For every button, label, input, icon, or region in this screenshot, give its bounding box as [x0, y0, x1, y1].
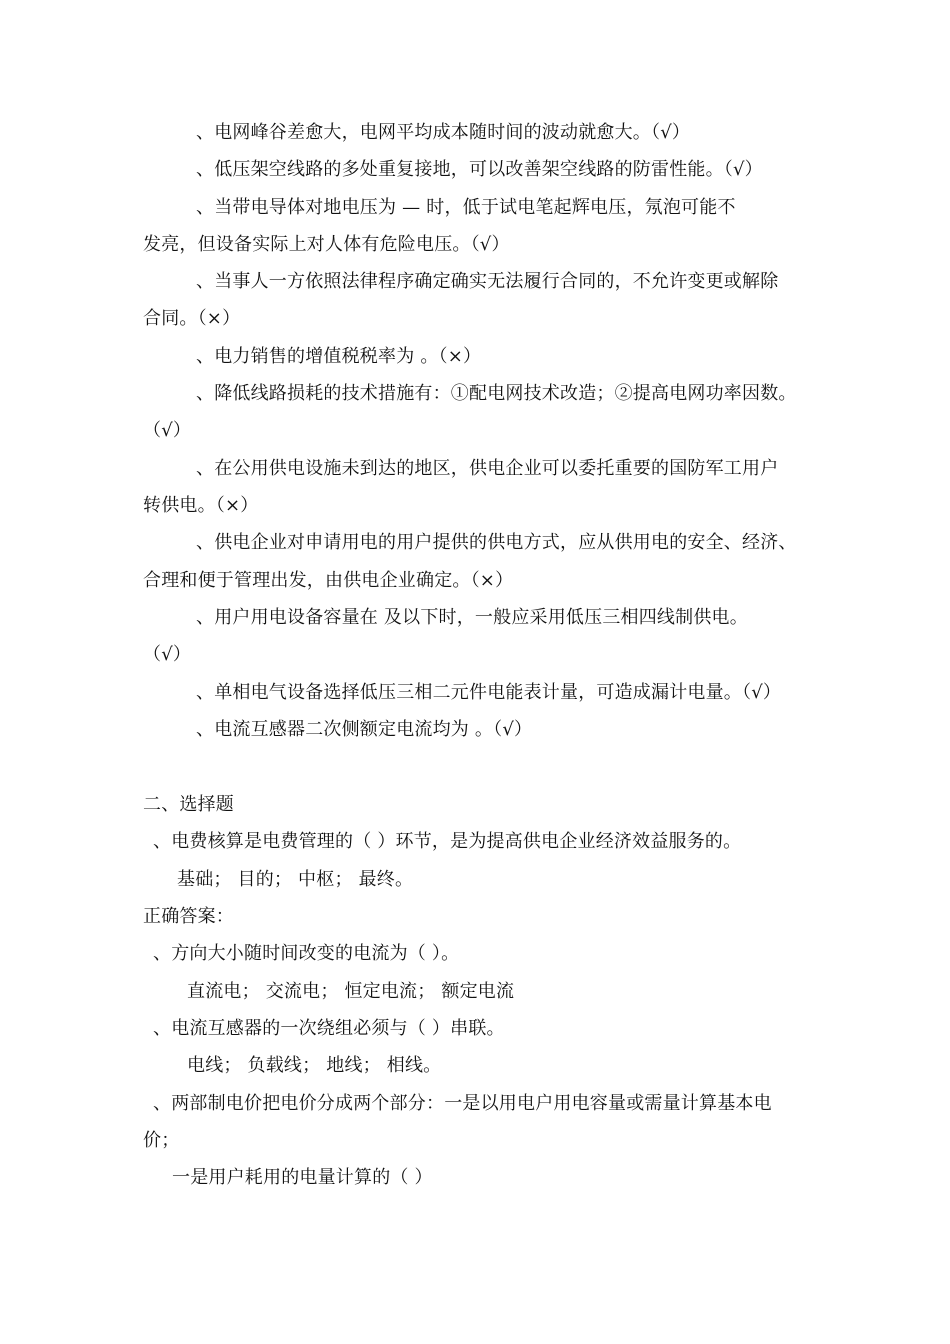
judgment-line-1: 、电网峰谷差愈大，电网平均成本随时间的波动就愈大。（√）	[196, 122, 691, 143]
judgment-line-5: 、当事人一方依照法律程序确定确实无法履行合同的，不允许变更或解除	[196, 271, 779, 292]
choice-line-9: 价；	[143, 1130, 180, 1151]
judgment-line-3: 、当带电导体对地电压为 — 时，低于试电笔起辉电压，氖泡可能不	[196, 197, 736, 218]
judgment-line-13: 合理和便于管理出发，由供电企业确定。（×）	[143, 570, 514, 591]
judgment-line-6: 合同。（×）	[143, 308, 241, 329]
judgment-line-2: 、低压架空线路的多处重复接地，可以改善架空线路的防雷性能。（√）	[196, 159, 763, 180]
judgment-line-12: 、供电企业对申请用电的用户提供的供电方式，应从供用电的安全、经济、	[196, 532, 797, 553]
judgment-line-11: 转供电。（×）	[143, 495, 259, 516]
choice-line-2: 基础； 目的； 中枢； 最终。	[177, 869, 414, 890]
choice-line-5: 直流电； 交流电； 恒定电流； 额定电流	[187, 981, 515, 1002]
choice-line-7: 电线； 负载线； 地线； 相线。	[187, 1055, 442, 1076]
judgment-line-4: 发亮，但设备实际上对人体有危险电压。（√）	[143, 234, 510, 255]
judgment-line-14: 、用户用电设备容量在 及以下时，一般应采用低压三相四线制供电。	[196, 607, 748, 628]
judgment-line-9: （√）	[143, 420, 192, 441]
choice-line-1: 、电费核算是电费管理的（ ）环节，是为提高供电企业经济效益服务的。	[153, 831, 742, 852]
choice-line-8: 、两部制电价把电价分成两个部分：一是以用电户用电容量或需量计算基本电	[153, 1093, 772, 1114]
choice-line-10: 一是用户耗用的电量计算的（ ）	[172, 1167, 433, 1188]
choice-line-4: 、方向大小随时间改变的电流为（ ）。	[153, 943, 460, 964]
judgment-line-17: 、电流互感器二次侧额定电流均为 。（√）	[196, 719, 533, 740]
judgment-line-7: 、电力销售的增值税税率为 。（×）	[196, 346, 482, 367]
choice-line-6: 、电流互感器的一次绕组必须与（ ）串联。	[153, 1018, 505, 1039]
judgment-line-15: （√）	[143, 644, 192, 665]
judgment-line-16: 、单相电气设备选择低压三相二元件电能表计量，可造成漏计电量。（√）	[196, 682, 782, 703]
judgment-line-8: 、降低线路损耗的技术措施有：①配电网技术改造；②提高电网功率因数。	[196, 383, 797, 404]
judgment-line-10: 、在公用供电设施未到达的地区，供电企业可以委托重要的国防军工用户	[196, 458, 779, 479]
section-title: 二、选择题	[143, 794, 234, 815]
choice-line-3: 正确答案：	[143, 906, 234, 927]
